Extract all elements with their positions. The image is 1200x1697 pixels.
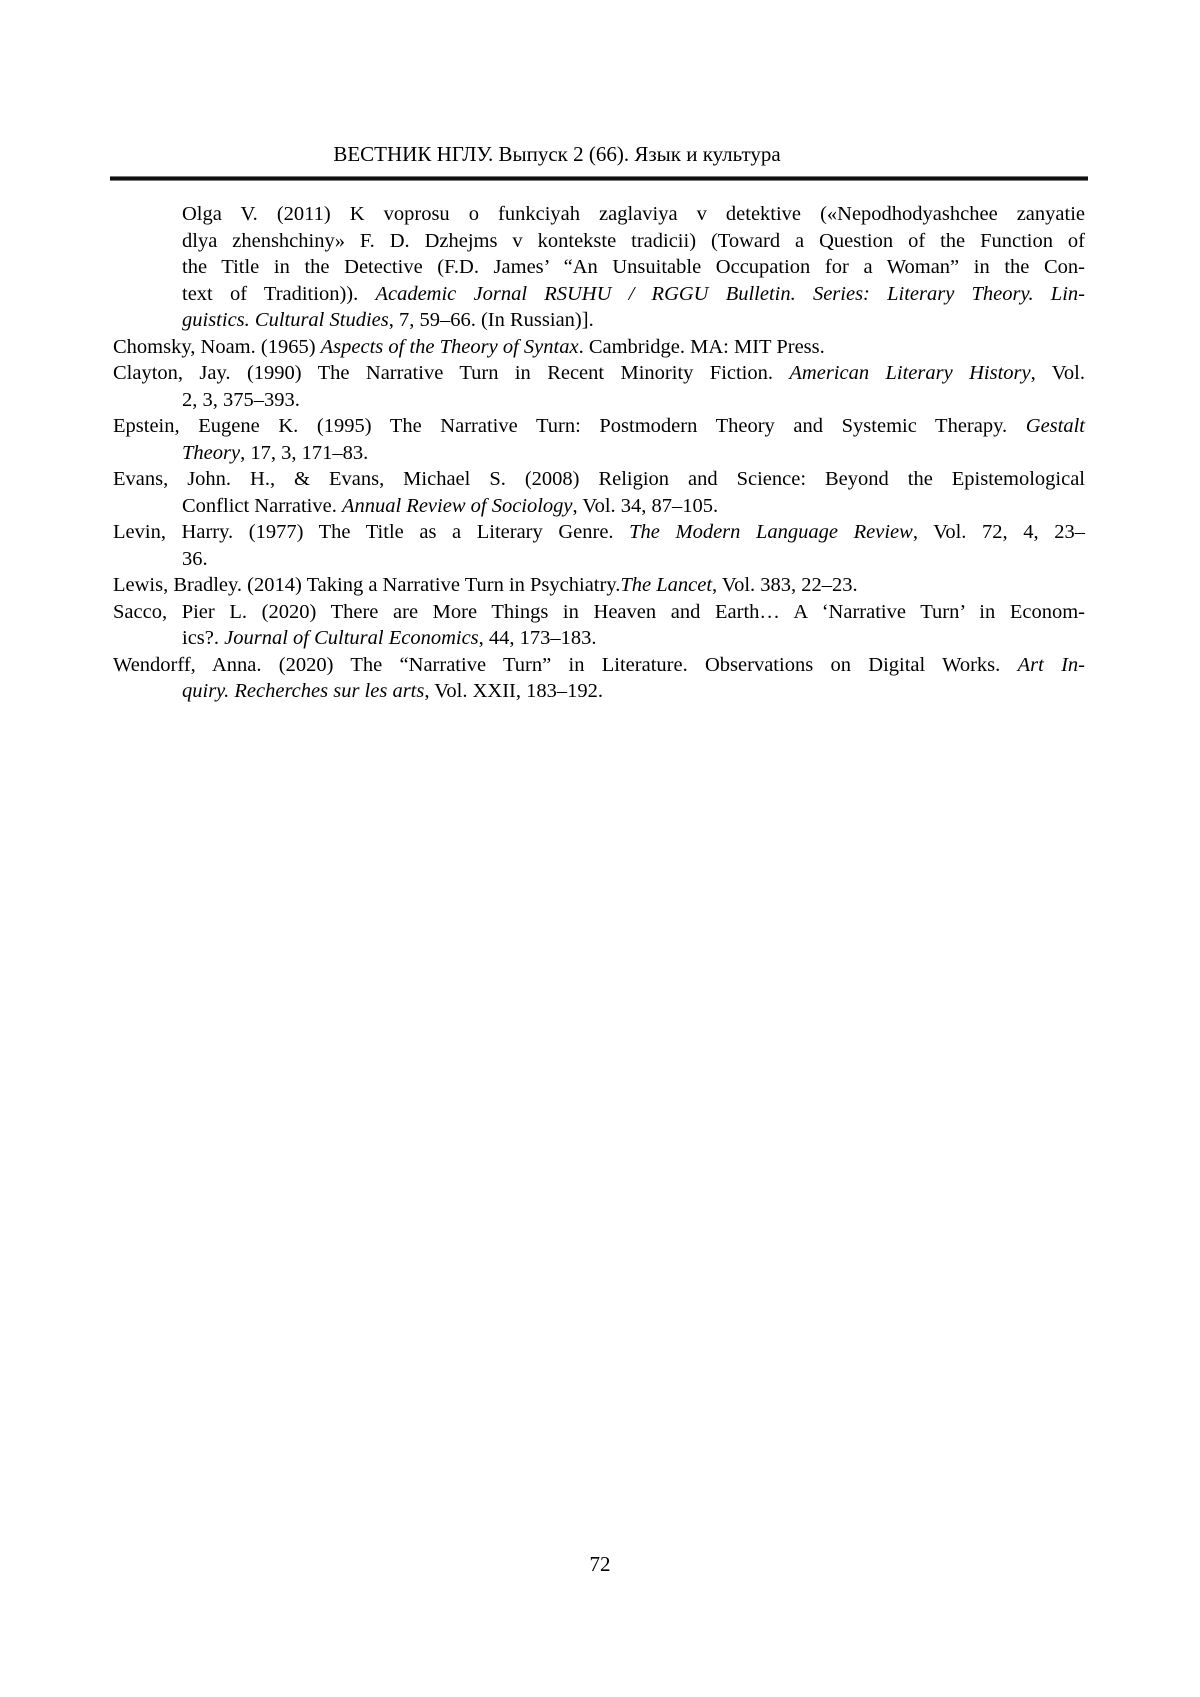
reference-line <box>113 201 1085 228</box>
reference-text: Olga V. (2011) K voprosu o funkciyah zaglaviya v detektive («Nepodhodyashchee zanyatie <box>182 203 1085 225</box>
reference-entry <box>113 360 1085 413</box>
reference-text-italic: American Literary History <box>789 362 1031 384</box>
header-rule <box>110 176 1088 181</box>
reference-text: , Vol. 34, 87–105. <box>572 494 719 517</box>
reference-text: . Cambridge. MA: MIT Press. <box>578 335 825 358</box>
reference-line <box>113 572 1085 599</box>
reference-line <box>113 546 1085 573</box>
reference-entry <box>113 413 1085 466</box>
reference-line <box>113 307 1085 334</box>
reference-text: 2, 3, 375–393. <box>182 388 300 411</box>
reference-line <box>113 254 1085 281</box>
reference-text: , Vol. XXII, 183–192. <box>424 680 603 702</box>
reference-text: Sacco, Pier L. (2020) There are More Things in Heaven and Earth… A ‘Narrative Turn’ in Econom- <box>113 600 1085 623</box>
reference-text-italic: Art In- <box>1017 653 1085 676</box>
reference-line <box>113 360 1085 387</box>
reference-text: , 44, 173–183. <box>478 627 597 649</box>
reference-text: 36. <box>182 547 208 570</box>
reference-text: Clayton, Jay. (1990) The Narrative Turn in Recent Minority Fiction. <box>113 362 790 384</box>
reference-text: Epstein, Eugene K. (1995) The Narrative Turn: Postmodern Theory and Systemic Therapy. <box>113 415 1026 437</box>
reference-text: the Title in the Detective (F.D. James’ “An Unsuitable Occupation for a Woman” in the Con- <box>182 256 1085 278</box>
reference-text: ics?. <box>182 627 225 649</box>
reference-text: dlya zhenshchiny» F. D. Dzhejms v kontekste tradicii) (Toward a Question of the Function of <box>182 229 1085 252</box>
reference-text: Chomsky, Noam. (1965) <box>113 335 321 358</box>
page-number: 72 <box>589 1552 611 1576</box>
reference-entry <box>113 652 1085 705</box>
reference-line <box>113 387 1085 414</box>
reference-text: text of Tradition)). <box>182 282 376 305</box>
reference-line <box>113 228 1085 255</box>
reference-line <box>113 493 1085 520</box>
reference-line <box>113 334 1085 361</box>
reference-line <box>113 440 1085 467</box>
reference-text-italic: Academic Jornal RSUHU / RGGU Bulletin. Series: Literary Theory. Lin- <box>375 282 1085 305</box>
reference-text: , Vol. 72, 4, 23– <box>912 521 1085 543</box>
reference-entry <box>113 599 1085 652</box>
reference-line <box>113 678 1085 705</box>
reference-text: , 7, 59–66. (In Russian)]. <box>388 309 594 331</box>
reference-entry <box>113 201 1085 334</box>
running-header: ВЕСТНИК НГЛУ. Выпуск 2 (66). Язык и культура <box>333 142 781 166</box>
reference-text-italic: Journal of Cultural Economics <box>224 627 479 649</box>
reference-entry <box>113 519 1085 572</box>
reference-line <box>113 519 1085 546</box>
reference-text-italic: guistics. Cultural Studies <box>182 309 389 331</box>
reference-line <box>113 652 1085 679</box>
reference-text-italic: Gestalt <box>1025 415 1085 437</box>
reference-text-italic: The Lancet <box>620 574 713 596</box>
reference-text: Levin, Harry. (1977) The Title as a Literary Genre. <box>113 521 630 543</box>
reference-text-italic: Aspects of the Theory of Syntax <box>320 335 579 358</box>
reference-text: Evans, John. H., & Evans, Michael S. (2008) Religion and Science: Beyond the Epistemological <box>113 468 1085 490</box>
reference-text: Conflict Narrative. <box>182 494 342 517</box>
reference-line <box>113 625 1085 652</box>
reference-text: Wendorff, Anna. (2020) The “Narrative Turn” in Literature. Observations on Digital Works. <box>113 653 1018 676</box>
reference-entry <box>113 572 1085 599</box>
reference-text: , Vol. <box>1030 362 1085 384</box>
reference-text: , Vol. 383, 22–23. <box>712 574 858 596</box>
reference-line <box>113 413 1085 440</box>
reference-text-italic: Theory <box>182 441 241 464</box>
reference-text-italic: quiry. Recherches sur les arts <box>182 680 425 702</box>
reference-text: , 17, 3, 171–83. <box>240 441 369 464</box>
reference-line <box>113 281 1085 308</box>
reference-line <box>113 466 1085 493</box>
reference-entry <box>113 334 1085 361</box>
reference-line <box>113 599 1085 626</box>
reference-text-italic: Annual Review of Sociology <box>341 494 573 517</box>
reference-entry <box>113 466 1085 519</box>
reference-text-italic: The Modern Language Review <box>629 521 913 543</box>
reference-text: Lewis, Bradley. (2014) Taking a Narrative Turn in Psychiatry. <box>113 574 621 596</box>
references-list <box>113 201 1085 705</box>
